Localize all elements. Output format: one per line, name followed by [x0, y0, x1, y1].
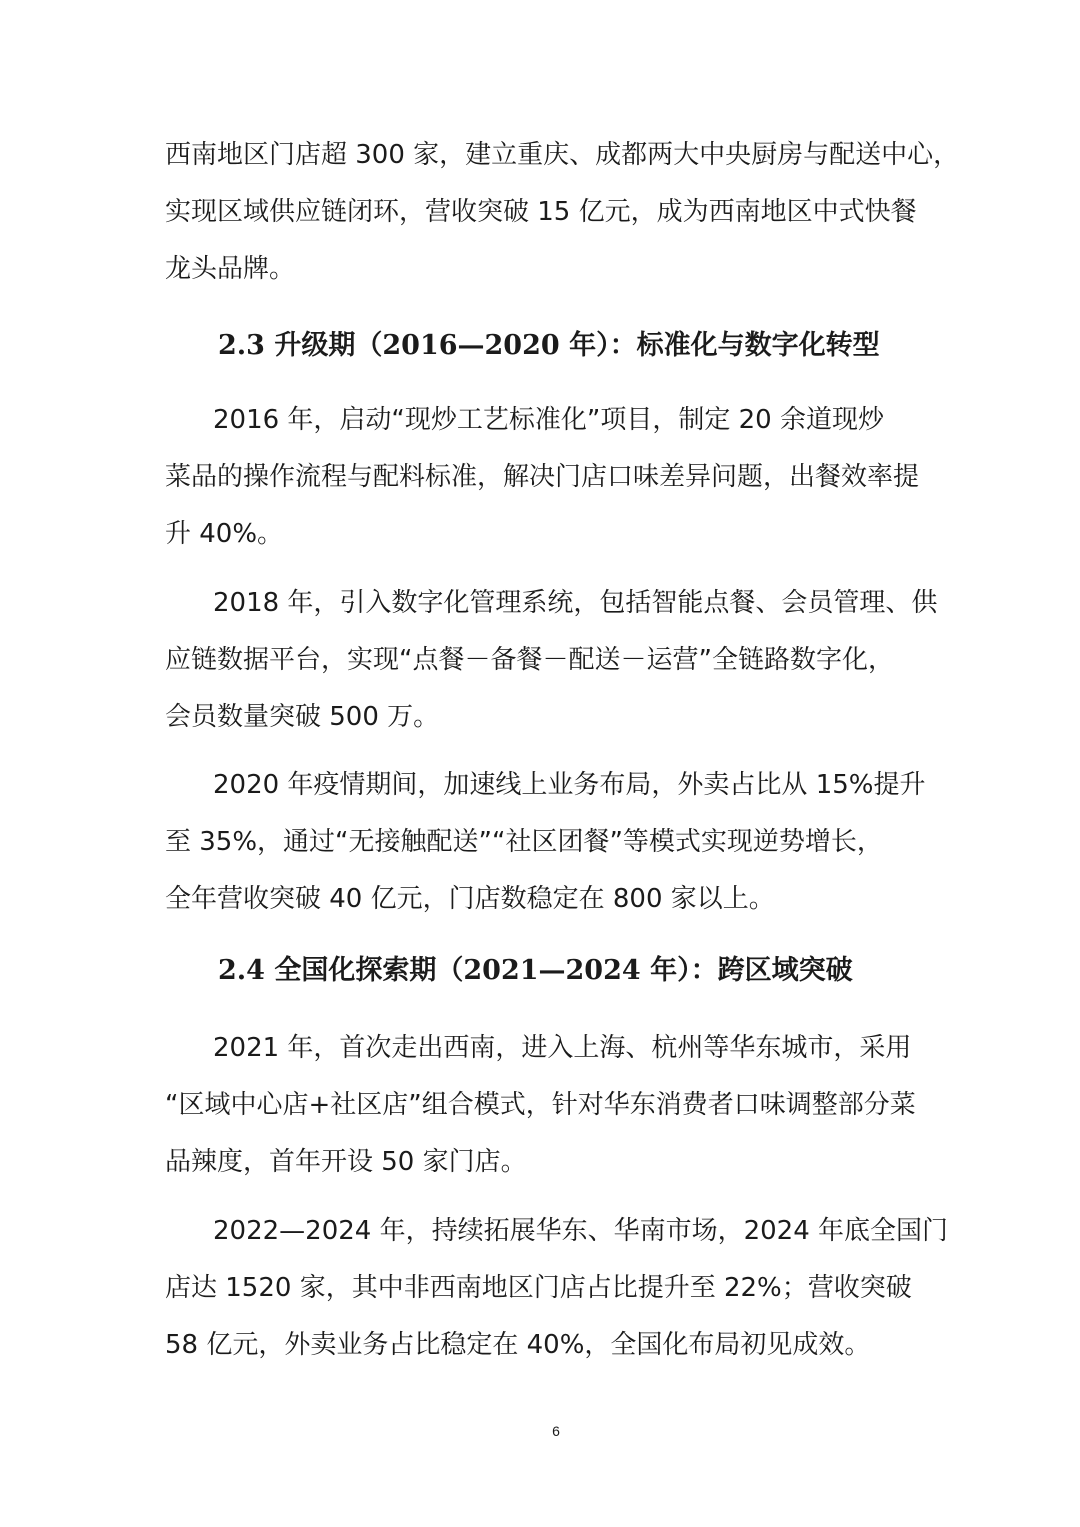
paragraph-line: 2022—2024 年，持续拓展华东、华南市场，2024 年底全国门 — [213, 1216, 949, 1246]
section-heading: 2.3 升级期（2016—2020 年）：标准化与数字化转型 — [218, 330, 880, 361]
paragraph-line: 2016 年，启动“现炒工艺标准化”项目，制定 20 余道现炒 — [213, 405, 884, 435]
paragraph-line: 升 40%。 — [165, 519, 284, 549]
paragraph-line: 龙头品牌。 — [165, 254, 296, 284]
paragraph-line: 全年营收突破 40 亿元，门店数稳定在 800 家以上。 — [165, 884, 775, 914]
paragraph — [165, 127, 960, 298]
paragraph — [165, 1020, 945, 1191]
paragraph — [165, 757, 945, 928]
paragraph-line: 2020 年疫情期间，加速线上业务布局，外卖占比从 15%提升 — [213, 770, 926, 800]
paragraph-line: 2018 年，引入数字化管理系统，包括智能点餐、会员管理、供 — [213, 588, 938, 618]
paragraph — [165, 392, 945, 563]
paragraph-line: 菜品的操作流程与配料标准，解决门店口味差异问题，出餐效率提 — [165, 462, 920, 492]
paragraph-line: 58 亿元，外卖业务占比稳定在 40%，全国化布局初见成效。 — [165, 1330, 871, 1360]
paragraph — [165, 1203, 949, 1374]
paragraph-line: 店达 1520 家，其中非西南地区门店占比提升至 22%；营收突破 — [165, 1273, 912, 1303]
paragraph-line: “区域中心店+社区店”组合模式，针对华东消费者口味调整部分菜 — [165, 1090, 916, 1120]
paragraph-line: 至 35%，通过“无接触配送”“社区团餐”等模式实现逆势增长， — [165, 827, 883, 857]
paragraph-line: 应链数据平台，实现“点餐－备餐－配送－运营”全链路数字化， — [165, 645, 894, 675]
paragraph-line: 西南地区门店超 300 家，建立重庆、成都两大中央厨房与配送中心， — [165, 140, 960, 170]
page-number: 6 — [552, 1423, 560, 1439]
paragraph-line: 实现区域供应链闭环，营收突破 15 亿元，成为西南地区中式快餐 — [165, 197, 917, 227]
section-heading: 2.4 全国化探索期（2021—2024 年）：跨区域突破 — [218, 955, 853, 986]
paragraph-line: 会员数量突破 500 万。 — [165, 702, 440, 732]
paragraph-line: 2021 年，首次走出西南，进入上海、杭州等华东城市，采用 — [213, 1033, 912, 1063]
paragraph — [165, 575, 945, 746]
paragraph-line: 品辣度，首年开设 50 家门店。 — [165, 1147, 527, 1177]
